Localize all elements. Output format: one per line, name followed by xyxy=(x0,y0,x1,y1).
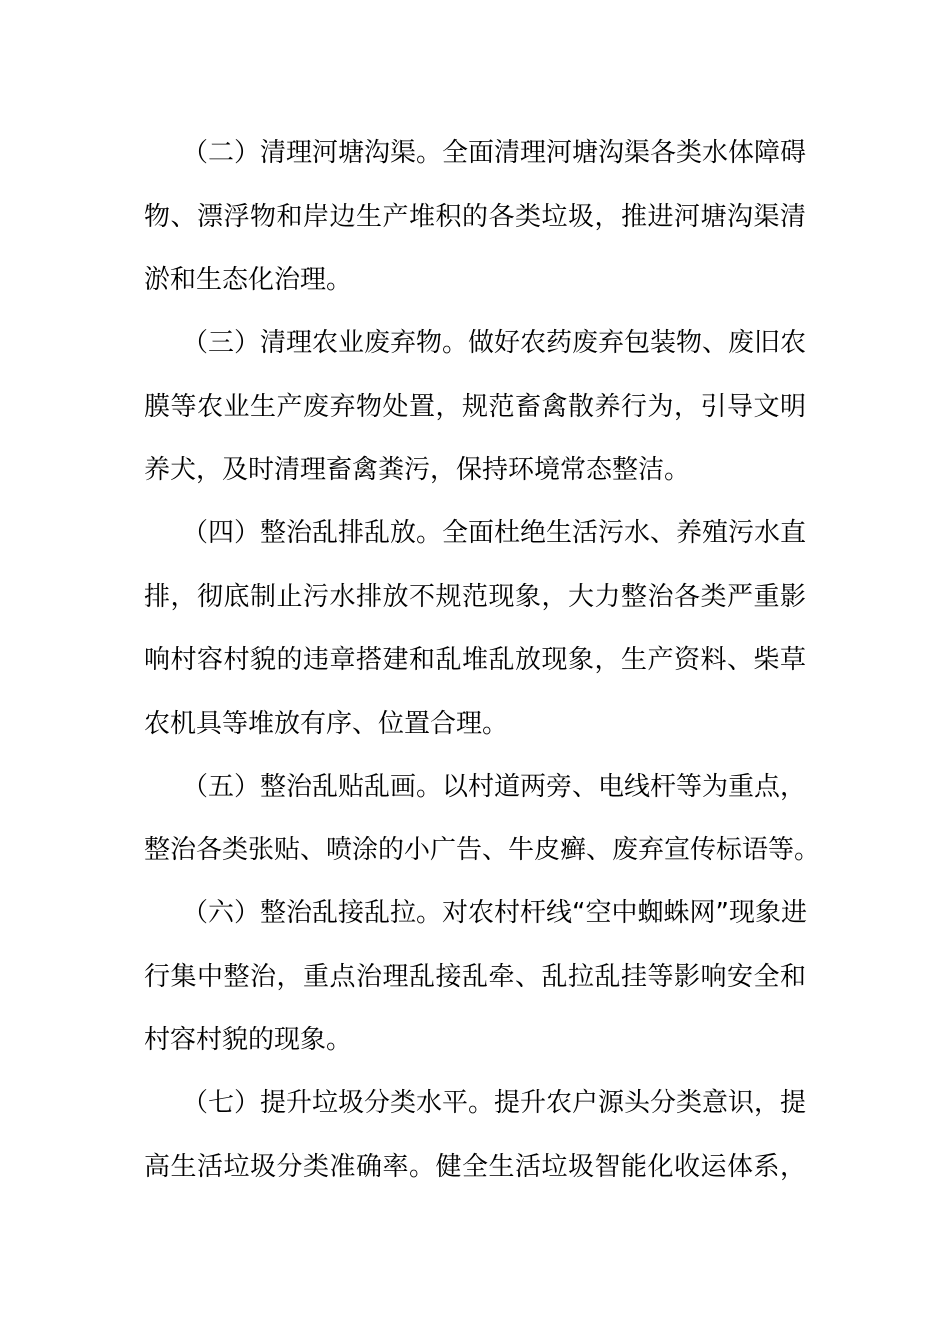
paragraph-4-line-1: （四）整治乱排乱放。全面杜绝生活污水、养殖污水直 xyxy=(182,518,807,548)
paragraph-6-line-2: 行集中整治，重点治理乱接乱牵、乱拉乱挂等影响安全和 xyxy=(144,962,806,992)
paragraph-2-line-1: （二）清理河塘沟渠。全面清理河塘沟渠各类水体障碍 xyxy=(182,138,807,168)
paragraph-4-line-2: 排，彻底制止污水排放不规范现象，大力整治各类严重影 xyxy=(144,582,806,612)
paragraph-3-line-3: 养犬，及时清理畜禽粪污，保持环境常态整洁。 xyxy=(144,455,691,485)
paragraph-6-line-3: 村容村貌的现象。 xyxy=(144,1025,353,1055)
paragraph-2-line-2: 物、漂浮物和岸边生产堆积的各类垃圾，推进河塘沟渠清 xyxy=(144,202,806,232)
paragraph-3-line-1: （三）清理农业废弃物。做好农药废弃包装物、废旧农 xyxy=(182,328,807,358)
paragraph-7-line-2: 高生活垃圾分类准确率。健全生活垃圾智能化收运体系， xyxy=(144,1152,806,1182)
paragraph-4-line-3: 响村容村貌的违章搭建和乱堆乱放现象，生产资料、柴草 xyxy=(144,645,806,675)
paragraph-2-line-3: 淤和生态化治理。 xyxy=(144,265,353,295)
paragraph-5-line-2: 整治各类张贴、喷涂的小广告、牛皮癣、废弃宣传标语等。 xyxy=(144,835,821,865)
paragraph-6-line-1: （六）整治乱接乱拉。对农村杆线“空中蜘蛛网”现象进 xyxy=(182,898,807,928)
paragraph-5-line-1: （五）整治乱贴乱画。以村道两旁、电线杆等为重点， xyxy=(182,772,807,802)
paragraph-4-line-4: 农机具等堆放有序、位置合理。 xyxy=(144,709,509,739)
paragraph-7-line-1: （七）提升垃圾分类水平。提升农户源头分类意识，提 xyxy=(182,1088,807,1118)
paragraph-3-line-2: 膜等农业生产废弃物处置，规范畜禽散养行为，引导文明 xyxy=(144,392,806,422)
